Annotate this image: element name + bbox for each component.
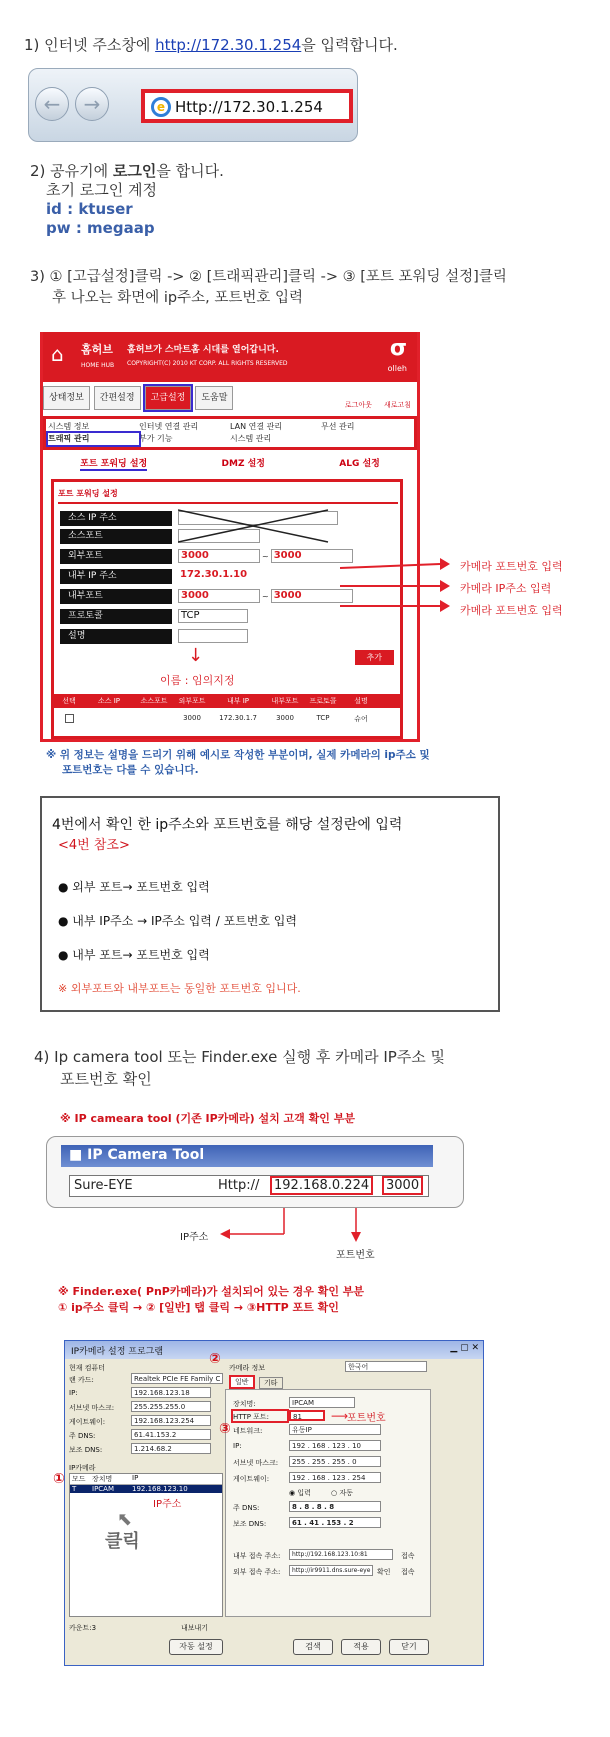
bullet-1: ● 외부 포트→ 포트번호 입력 bbox=[58, 880, 210, 894]
olleh-logo-icon: σ bbox=[389, 336, 407, 361]
row-internal-ip bbox=[60, 568, 278, 584]
close-button[interactable]: 닫기 bbox=[389, 1639, 429, 1655]
select-protocol[interactable]: TCP bbox=[178, 609, 248, 623]
cam-ip: 192.168.123.10 bbox=[132, 1485, 188, 1493]
internal-connect-link[interactable]: 접속 bbox=[401, 1552, 415, 1560]
step3-line2: 후 나오는 화면에 ip주소, 포트번호 입력 bbox=[52, 290, 303, 306]
field-dns1-label: 주 DNS: bbox=[69, 1432, 96, 1440]
network-label: 네트워크: bbox=[233, 1427, 263, 1435]
row-external-port: 외부포트 3000 ~ 3000 bbox=[60, 548, 353, 564]
row-protocol bbox=[60, 608, 248, 624]
login-id: id : ktuser bbox=[46, 200, 133, 218]
radio-input-label: 입력 bbox=[297, 1489, 311, 1497]
ipct-port: 3000 bbox=[382, 1176, 423, 1195]
field-gw-label: 게이트웨이: bbox=[69, 1418, 106, 1426]
apply-button[interactable]: 적용 bbox=[341, 1639, 381, 1655]
finder-heading bbox=[58, 1284, 364, 1316]
menu-system-manage[interactable]: 시스템 관리 bbox=[230, 434, 272, 443]
cam-dns1-field[interactable]: 8 . 8 . 8 . 8 bbox=[289, 1501, 381, 1512]
cam-ip-field[interactable]: 192 . 168 . 123 . 10 bbox=[289, 1440, 381, 1451]
disabled-cross-icon bbox=[178, 508, 338, 544]
annotation-arrows-icon bbox=[340, 548, 460, 618]
col-protocol: 프로토콜 bbox=[309, 697, 337, 705]
input-internal-ip[interactable]: 172.30.1.10 bbox=[180, 569, 248, 580]
list-item[interactable] bbox=[70, 1485, 222, 1493]
field-lan-value[interactable]: Realtek PCIe FE Family C bbox=[131, 1373, 223, 1384]
window-controls-icon[interactable]: ▁ ▢ ✕ bbox=[450, 1343, 479, 1353]
router-admin-page bbox=[40, 332, 420, 742]
col-source-ip: 소스 IP bbox=[97, 697, 121, 705]
cam-ip-label: IP: bbox=[233, 1442, 242, 1450]
router-copyright: COPYRIGHT(C) 2010 KT CORP. ALL RIGHTS RESERVED bbox=[127, 360, 288, 367]
annotation-external-port: 카메라 포트번호 입력 bbox=[460, 560, 563, 573]
export-link[interactable]: 내보내기 bbox=[181, 1624, 209, 1632]
step1-suffix: 을 입력합니다. bbox=[301, 36, 398, 54]
annotation-labels bbox=[460, 556, 563, 622]
external-url-field[interactable]: http://ir9911.dns.sure-eye bbox=[289, 1565, 373, 1576]
ip-camera-tool-window bbox=[46, 1136, 464, 1208]
home-icon: ⌂ bbox=[51, 342, 64, 366]
col-select: 선택 bbox=[62, 697, 76, 705]
router-menu bbox=[43, 416, 417, 450]
step1-text bbox=[24, 34, 398, 55]
down-arrow-icon: ↓ bbox=[188, 645, 204, 666]
name-note: 이름 : 임의지정 bbox=[160, 674, 235, 687]
bullet-3: ● 내부 포트→ 포트번호 입력 bbox=[58, 948, 210, 962]
input-external-port-start[interactable]: 3000 bbox=[178, 549, 260, 563]
info-box-title: 4번에서 확인 한 ip주소와 포트번호를 해당 설정란에 입력 bbox=[52, 817, 403, 833]
bullet-1-text: 외부 포트→ 포트번호 입력 bbox=[72, 880, 210, 894]
step3-block bbox=[30, 267, 507, 309]
login-pw: pw : megaap bbox=[46, 219, 155, 237]
marker-3: ③ bbox=[219, 1421, 231, 1437]
router-slogan: 홈허브가 스마트홈 시대를 열어갑니다. bbox=[127, 345, 279, 355]
field-ip-label: IP: bbox=[69, 1389, 78, 1397]
radio-auto-label: 자동 bbox=[339, 1489, 353, 1497]
note-line1: ※ 위 정보는 설명을 드리기 위해 예시로 작성한 부분이며, 실제 카메라의 ip주소 및 bbox=[46, 749, 430, 761]
port-arrow-icon: ⟶ bbox=[331, 1409, 349, 1423]
ipct-port-label: 포트번호 bbox=[336, 1250, 375, 1261]
field-mask-label: 서브넷 마스크: bbox=[69, 1404, 115, 1412]
col-description: 설명 bbox=[354, 697, 368, 705]
cell: 슈어 bbox=[354, 715, 368, 723]
field-mask-value: 255.255.255.0 bbox=[131, 1401, 211, 1412]
col-mode: 모드 bbox=[72, 1475, 86, 1483]
ie-icon: e bbox=[151, 97, 171, 117]
ipct-heading: ※ IP cameara tool (기존 IP카메라) 설치 고객 확인 부분 bbox=[60, 1112, 355, 1125]
refresh-link[interactable]: 새로고침 bbox=[383, 401, 411, 409]
cam-gw-label: 게이트웨이: bbox=[233, 1475, 270, 1483]
router-subtabs bbox=[43, 456, 417, 471]
label-internal-port: 내부포트 bbox=[60, 589, 172, 604]
ipct-arrows-icon bbox=[220, 1208, 380, 1248]
forward-table-header bbox=[54, 694, 400, 708]
menu-internet[interactable]: 인터넷 연결 관리 bbox=[139, 422, 199, 431]
bullet-3-text: 내부 포트→ 포트번호 입력 bbox=[72, 948, 210, 962]
note-block bbox=[46, 748, 430, 778]
subtab-dmz[interactable]: DMZ 설정 bbox=[221, 459, 265, 469]
row-internal-port: 내부포트 3000 ~ 3000 bbox=[60, 588, 353, 604]
field-dns2-value: 1.214.68.2 bbox=[131, 1443, 211, 1454]
step4-block bbox=[34, 1046, 445, 1090]
ip-camera-setup-dialog bbox=[53, 1340, 484, 1666]
menu-wireless[interactable]: 무선 관리 bbox=[321, 422, 355, 431]
label-protocol: 프로토콜 bbox=[60, 609, 172, 624]
menu-extra[interactable]: 부가 기능 bbox=[139, 434, 173, 443]
pointer-arrow-icon: ⬉ bbox=[117, 1509, 133, 1530]
address-bar[interactable] bbox=[141, 89, 353, 123]
device-name-field[interactable]: IPCAM bbox=[289, 1397, 355, 1408]
ipct-device-row[interactable] bbox=[69, 1175, 429, 1197]
cell: TCP bbox=[316, 714, 330, 722]
network-select[interactable]: 유동IP bbox=[289, 1424, 381, 1435]
camera-count: 카운트:3 bbox=[69, 1624, 97, 1632]
olleh-logo: olleh bbox=[387, 364, 407, 373]
step2-prefix: 2) 공유기에 bbox=[30, 162, 113, 180]
step2-login: 로그인 bbox=[112, 162, 157, 180]
step2-suffix: 을 합니다. bbox=[156, 162, 224, 180]
cell: 3000 bbox=[183, 714, 201, 722]
info-box-ref: <4번 참조> bbox=[58, 838, 130, 853]
table-row bbox=[54, 714, 400, 724]
field-ip-value: 192.168.123.18 bbox=[131, 1387, 211, 1398]
http-port-label: HTTP 포트: bbox=[233, 1413, 270, 1421]
router-brand: 홈허브 bbox=[81, 343, 113, 356]
ann-port: 포트번호 bbox=[347, 1413, 386, 1424]
col-external-port: 외부포트 bbox=[178, 697, 206, 705]
cell: 3000 bbox=[276, 714, 294, 722]
ipct-title: IP Camera Tool bbox=[87, 1147, 205, 1163]
input-internal-port-end[interactable]: 3000 bbox=[271, 589, 353, 603]
row-description bbox=[60, 628, 248, 644]
ipct-ip-label: IP주소 bbox=[180, 1232, 209, 1243]
field-lan-label: 랜 카드: bbox=[69, 1376, 94, 1384]
input-internal-port-start[interactable]: 3000 bbox=[178, 589, 260, 603]
camera-list bbox=[69, 1473, 223, 1617]
annotation-internal-port: 카메라 포트번호 입력 bbox=[460, 604, 563, 617]
bullet-2: ● 내부 IP주소 → IP주소 입력 / 포트번호 입력 bbox=[58, 914, 297, 928]
right-section-title: 카메라 정보 bbox=[229, 1364, 266, 1372]
ipct-titlebar bbox=[61, 1145, 433, 1167]
label-external-port: 외부포트 bbox=[60, 549, 172, 564]
internal-url-field[interactable]: http://192.168.123.10:81 bbox=[289, 1549, 393, 1560]
field-dns2-label: 보조 DNS: bbox=[69, 1446, 103, 1454]
back-icon[interactable]: ← bbox=[35, 87, 69, 121]
language-select[interactable]: 한국어 bbox=[345, 1361, 427, 1372]
menu-lan[interactable]: LAN 연결 관리 bbox=[230, 422, 283, 431]
step2-account-label: 초기 로그인 계정 bbox=[46, 181, 157, 199]
left-section-title: 현재 컴퓨터 bbox=[69, 1364, 106, 1372]
external-url-label: 외부 접속 주소: bbox=[233, 1568, 281, 1576]
step3-line1: 3) ① [고급설정]클릭 -> ② [트래픽관리]클릭 -> ③ [포트 포워딩 설정]클릭 bbox=[30, 269, 507, 285]
tab-help[interactable]: 도움말 bbox=[195, 386, 233, 410]
external-connect-link[interactable]: 접속 bbox=[401, 1568, 415, 1576]
add-button[interactable]: 추가 bbox=[355, 650, 394, 665]
step2-block bbox=[30, 162, 224, 238]
finder-heading2: ① ip주소 클릭 → ② [일반] 탭 클릭 → ③HTTP 포트 확인 bbox=[58, 1301, 339, 1314]
forward-icon[interactable]: → bbox=[75, 87, 109, 121]
col-device: 장치명 bbox=[92, 1475, 113, 1483]
menu-empty bbox=[321, 433, 412, 445]
subtab-port-forwarding[interactable]: 포트 포워딩 설정 bbox=[80, 456, 147, 471]
cam-mask-label: 서브넷 마스크: bbox=[233, 1459, 279, 1467]
router-brand-sub: HOME HUB bbox=[81, 362, 115, 369]
dialog-titlebar bbox=[65, 1341, 483, 1359]
note-line2: 포트번호는 다를 수 있습니다. bbox=[62, 764, 199, 776]
cam-dns1-label: 주 DNS: bbox=[233, 1504, 260, 1512]
camera-list-header bbox=[70, 1474, 222, 1485]
col-internal-ip: 내부 IP bbox=[226, 697, 250, 705]
form-section-title: 포트 포워딩 설정 bbox=[58, 489, 118, 498]
menu-system-info[interactable]: 시스템 정보 bbox=[48, 422, 90, 431]
address-value: Http://172.30.1.254 bbox=[175, 98, 323, 116]
device-name-label: 장치명: bbox=[233, 1400, 256, 1408]
tab-quick-setup[interactable]: 간편설정 bbox=[94, 386, 141, 410]
info-box-warning: ※ 외부포트와 내부포트는 동일한 포트번호 입니다. bbox=[58, 982, 301, 995]
annotation-ip: 카메라 IP주소 입력 bbox=[460, 582, 552, 595]
radio-input[interactable]: ◉ 입력 bbox=[289, 1489, 311, 1497]
label-source-ip: 소스 IP 주소 bbox=[60, 511, 172, 526]
cell: 172.30.1.7 bbox=[219, 714, 257, 722]
ipct-http: Http:// bbox=[218, 1178, 260, 1193]
label-source-port: 소스포트 bbox=[60, 529, 172, 544]
info-box bbox=[40, 796, 500, 1012]
input-external-port-end[interactable]: 3000 bbox=[271, 549, 353, 563]
input-description[interactable] bbox=[178, 629, 248, 643]
label-internal-ip: 내부 IP 주소 bbox=[60, 569, 172, 584]
col-source-port: 소스포트 bbox=[140, 697, 168, 705]
bullet-2-text: 내부 IP주소 → IP주소 입력 / 포트번호 입력 bbox=[72, 914, 297, 928]
camera-icon: ■ bbox=[69, 1147, 83, 1163]
field-gw-value: 192.168.123.254 bbox=[131, 1415, 211, 1426]
col-ip: IP bbox=[132, 1474, 139, 1482]
internal-url-label: 내부 접속 주소: bbox=[233, 1552, 281, 1560]
router-url-link[interactable]: http://172.30.1.254 bbox=[155, 36, 302, 54]
cam-device: IPCAM bbox=[92, 1485, 115, 1493]
field-dns1-value: 61.41.153.2 bbox=[131, 1429, 211, 1440]
ipct-ip: 192.168.0.224 bbox=[270, 1176, 373, 1195]
logout-link[interactable]: 로그아웃 bbox=[344, 401, 372, 409]
tab-other[interactable]: 기타 bbox=[259, 1377, 283, 1389]
row-checkbox[interactable] bbox=[65, 714, 74, 723]
menu-traffic[interactable]: 트래픽 관리 bbox=[48, 433, 139, 445]
router-tabs bbox=[43, 382, 417, 410]
cell bbox=[84, 714, 134, 724]
subtab-alg[interactable]: ALG 설정 bbox=[339, 459, 380, 469]
dialog-title: IP카메라 설정 프로그램 bbox=[71, 1347, 164, 1357]
tab-status[interactable]: 상태정보 bbox=[43, 386, 90, 410]
external-check-link[interactable]: 확인 bbox=[377, 1568, 391, 1576]
finder-heading1: ※ Finder.exe( PnP카메라)가 설치되어 있는 경우 확인 부분 bbox=[58, 1285, 365, 1298]
step4-line1: 4) Ip camera tool 또는 Finder.exe 실행 후 카메라 IP주소 및 bbox=[34, 1048, 446, 1066]
cam-dns2-label: 보조 DNS: bbox=[233, 1520, 267, 1528]
tab-advanced[interactable]: 고급설정 bbox=[145, 386, 192, 410]
ann-click: 클릭 bbox=[105, 1531, 140, 1552]
cell bbox=[134, 714, 174, 724]
cam-mask-field[interactable]: 255 . 255 . 255 . 0 bbox=[289, 1456, 381, 1467]
ipct-device-name: Sure-EYE bbox=[74, 1178, 133, 1193]
marker-2: ② bbox=[209, 1351, 221, 1367]
cam-section-title: IP카메라 bbox=[69, 1464, 96, 1472]
search-button[interactable]: 검색 bbox=[293, 1639, 333, 1655]
http-port-field[interactable]: 81 bbox=[289, 1410, 325, 1421]
auto-setup-button[interactable]: 자동 설정 bbox=[169, 1639, 223, 1655]
cam-dns2-field[interactable]: 61 . 41 . 153 . 2 bbox=[289, 1517, 381, 1528]
marker-1: ① bbox=[53, 1471, 65, 1487]
label-description: 설명 bbox=[60, 629, 172, 644]
ann-ip: IP주소 bbox=[153, 1499, 182, 1510]
browser-toolbar bbox=[28, 68, 358, 142]
step4-line2: 포트번호 확인 bbox=[60, 1070, 152, 1088]
radio-auto[interactable]: ○ 자동 bbox=[331, 1489, 353, 1497]
col-internal-port: 내부포트 bbox=[271, 697, 299, 705]
tab-general[interactable]: 일반 bbox=[229, 1375, 255, 1389]
cam-mode: T bbox=[72, 1485, 77, 1493]
cam-gw-field[interactable]: 192 . 168 . 123 . 254 bbox=[289, 1472, 381, 1483]
router-header bbox=[43, 332, 417, 382]
step1-prefix: 1) 인터넷 주소창에 bbox=[24, 36, 156, 54]
